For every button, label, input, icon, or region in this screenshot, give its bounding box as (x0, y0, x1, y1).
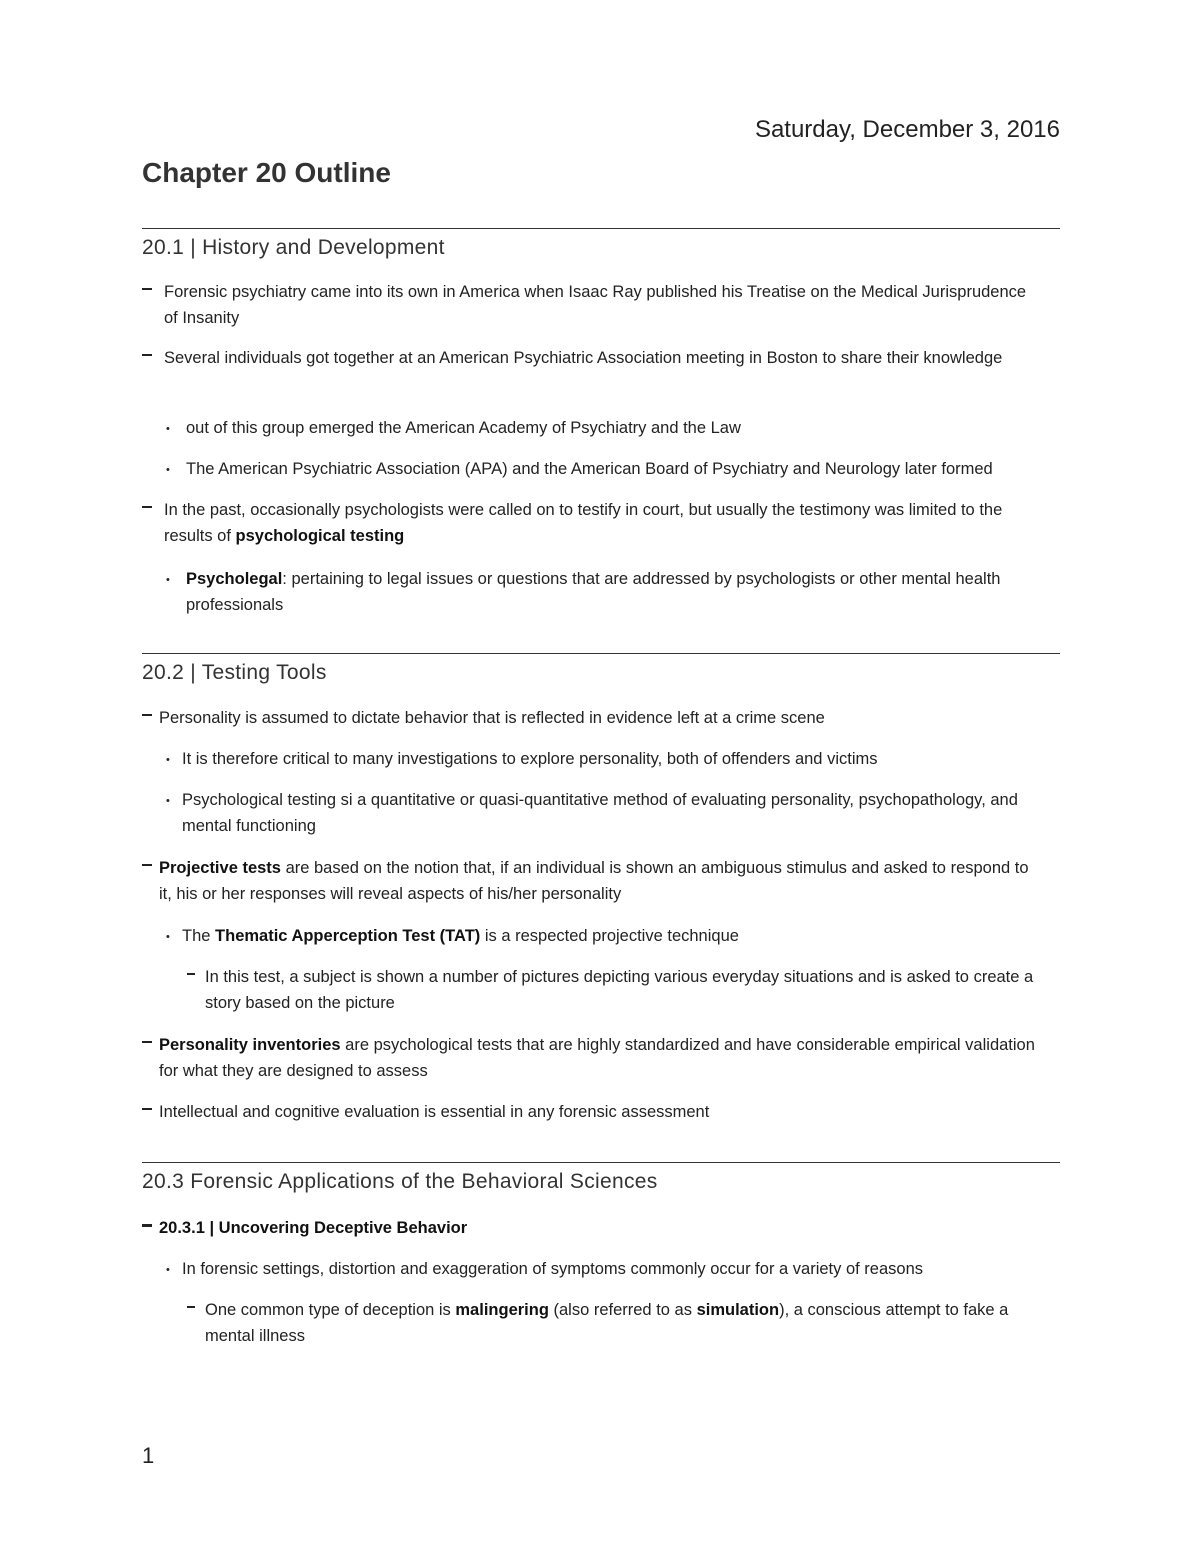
bullet-dot-icon: • (166, 464, 170, 476)
list-item: Personality inventories are psychological tests that are highly standardized and have considerable empirical validation for what they are designed to assess (159, 1032, 1039, 1084)
page-number: 1 (142, 1443, 155, 1468)
list-item: • Psychological testing si a quantitative or quasi-quantitative method of evaluating personality, psychopathology, and mental functioning (182, 787, 1062, 839)
dash-bullet-icon (142, 506, 152, 508)
document-date: Saturday, December 3, 2016 (754, 116, 1060, 143)
dash-bullet-icon (142, 288, 152, 290)
list-item: Several individuals got together at an American Psychiatric Association meeting in Boston to share their knowledge (164, 345, 1044, 371)
list-item: • In forensic settings, distortion and exaggeration of symptoms commonly occur for a variety of reasons (182, 1256, 1052, 1282)
section-divider (142, 1162, 1060, 1163)
section-divider (142, 228, 1060, 229)
list-item: Projective tests are based on the notion that, if an individual is shown an ambiguous stimulus and asked to respond to it, his or her responses will reveal aspects of his/her personality (159, 855, 1029, 907)
list-item: • It is therefore critical to many investigations to explore personality, both of offenders and victims (182, 746, 1052, 772)
list-item: One common type of deception is malingering (also referred to as simulation), a conscious attempt to fake a mental illness (205, 1297, 1055, 1349)
bullet-dot-icon: • (166, 1264, 170, 1276)
list-item: Personality is assumed to dictate behavior that is reflected in evidence left at a crime scene (159, 705, 1049, 731)
bullet-dot-icon: • (166, 574, 170, 586)
dash-bullet-icon (142, 714, 152, 716)
list-item: In this test, a subject is shown a number of pictures depicting various everyday situations and is asked to create a story based on the picture (205, 964, 1045, 1016)
list-item: Intellectual and cognitive evaluation is essential in any forensic assessment (159, 1099, 1039, 1125)
list-item: • The Thematic Apperception Test (TAT) is a respected projective technique (182, 923, 1052, 949)
list-item: In the past, occasionally psychologists were called on to testify in court, but usually the testimony was limited to the results of psychological testing (164, 497, 1044, 549)
dash-bullet-icon (142, 864, 152, 866)
bullet-dot-icon: • (166, 795, 170, 807)
dash-bullet-icon (142, 354, 152, 356)
list-item: • The American Psychiatric Association (APA) and the American Board of Psychiatry and Neurology later formed (186, 456, 1056, 482)
dash-bullet-icon (187, 973, 195, 975)
list-item: 20.3.1 | Uncovering Deceptive Behavior (159, 1215, 1039, 1241)
list-item: Forensic psychiatry came into its own in America when Isaac Ray published his Treatise on the Medical Jurisprudence of Insanity (164, 279, 1044, 331)
dash-bullet-icon (142, 1108, 152, 1110)
section-heading: 20.2 | Testing Tools (142, 661, 327, 684)
dash-bullet-icon (142, 1224, 152, 1227)
list-item: • out of this group emerged the American Academy of Psychiatry and the Law (186, 415, 1056, 441)
dash-bullet-icon (187, 1306, 195, 1308)
bullet-dot-icon: • (166, 931, 170, 943)
list-item: • Psycholegal: pertaining to legal issues or questions that are addressed by psychologists or other mental health professionals (186, 566, 1036, 618)
page-title: Chapter 20 Outline (142, 157, 391, 188)
section-divider (142, 653, 1060, 654)
section-heading: 20.1 | History and Development (142, 236, 445, 259)
dash-bullet-icon (142, 1041, 152, 1043)
section-heading: 20.3 Forensic Applications of the Behavioral Sciences (142, 1170, 658, 1193)
bullet-dot-icon: • (166, 754, 170, 766)
bullet-dot-icon: • (166, 423, 170, 435)
